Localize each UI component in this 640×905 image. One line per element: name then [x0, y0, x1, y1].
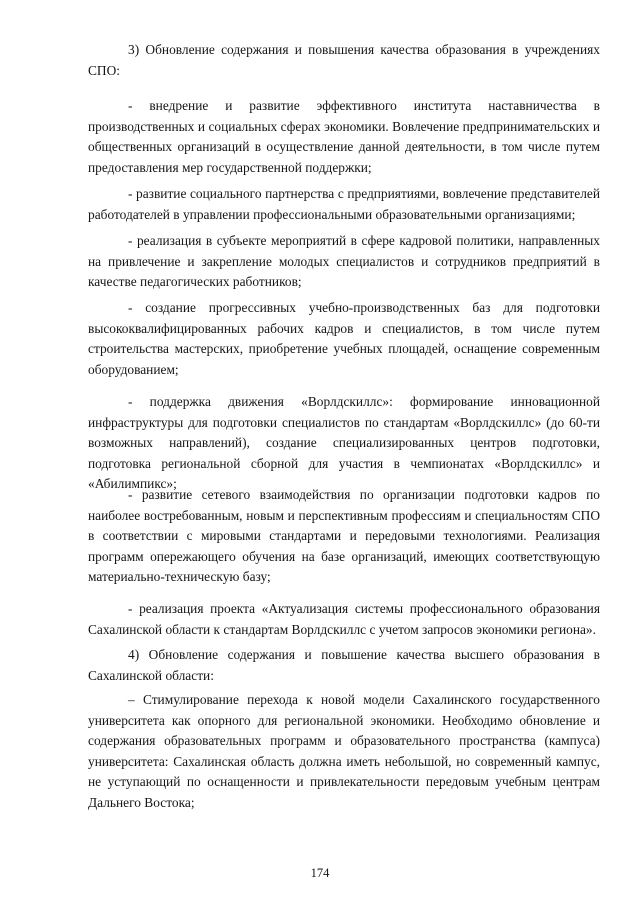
paragraph-university-model: – Стимулирование перехода к новой модели Сахалинского государственного университета как опорного для региональной экономики. Необходимо обновление и содержания образовательных программ и образовательного пространства (кампуса) университета: Сахалинская область должна иметь небольшой, но современный кампус, не уступающий по оснащенности и привлекательности передовым учебным центрам Дальнего Востока;	[88, 692, 600, 810]
paragraph-social-partnership: - развитие социального партнерства с предприятиями, вовлечение представителей работодателей в управлении профессиональными образовательными организациями;	[88, 186, 600, 222]
paragraph-network-interaction: - развитие сетевого взаимодействия по организации подготовки кадров по наиболее востребованным, новым и перспективным профессиям и специальностям СПО в соответствии с мировыми стандартами и передовыми технологиями. Реализация программ опережающего обучения на базе организаций, имеющих соответствующую материально-техническую базу;	[88, 487, 600, 585]
paragraph-4-heading: 4) Обновление содержания и повышение качества высшего образования в Сахалинской области:	[88, 647, 600, 683]
paragraph-worldskills-support: - поддержка движения «Ворлдскиллс»: формирование инновационной инфраструктуры для подготовки специалистов по стандартам «Ворлдскиллс» (до 60-ти возможных направлений), создание специализированных центров подготовки, подготовка региональной сборной для участия в чемпионатах «Ворлдскиллс» и «Абилимпикс»;	[88, 394, 600, 492]
paragraph-mentorship: - внедрение и развитие эффективного института наставничества в производственных и социальных сферах экономики. Вовлечение предпринимательских и общественных организаций в осуществление данной деятельности, в том числе путем предоставления мер государственной поддержки;	[88, 98, 600, 175]
paragraph-production-bases: - создание прогрессивных учебно-производственных баз для подготовки высококвалифицированных рабочих кадров и специалистов, в том числе путем строительства мастерских, приобретение учебных площадей, оснащение современным оборудованием;	[88, 300, 600, 377]
page-number: 174	[310, 866, 330, 880]
paragraph-worldskills-project: - реализация проекта «Актуализация системы профессионального образования Сахалинской области к стандартам Ворлдскиллс с учетом запросов экономики региона».	[88, 601, 600, 637]
paragraph-personnel-policy: - реализация в субъекте мероприятий в сфере кадровой политики, направленных на привлечение и закрепление молодых специалистов и сотрудников предприятий в качестве педагогических работников;	[88, 233, 600, 290]
paragraph-3-heading: 3) Обновление содержания и повышения качества образования в учреждениях СПО:	[88, 42, 600, 78]
